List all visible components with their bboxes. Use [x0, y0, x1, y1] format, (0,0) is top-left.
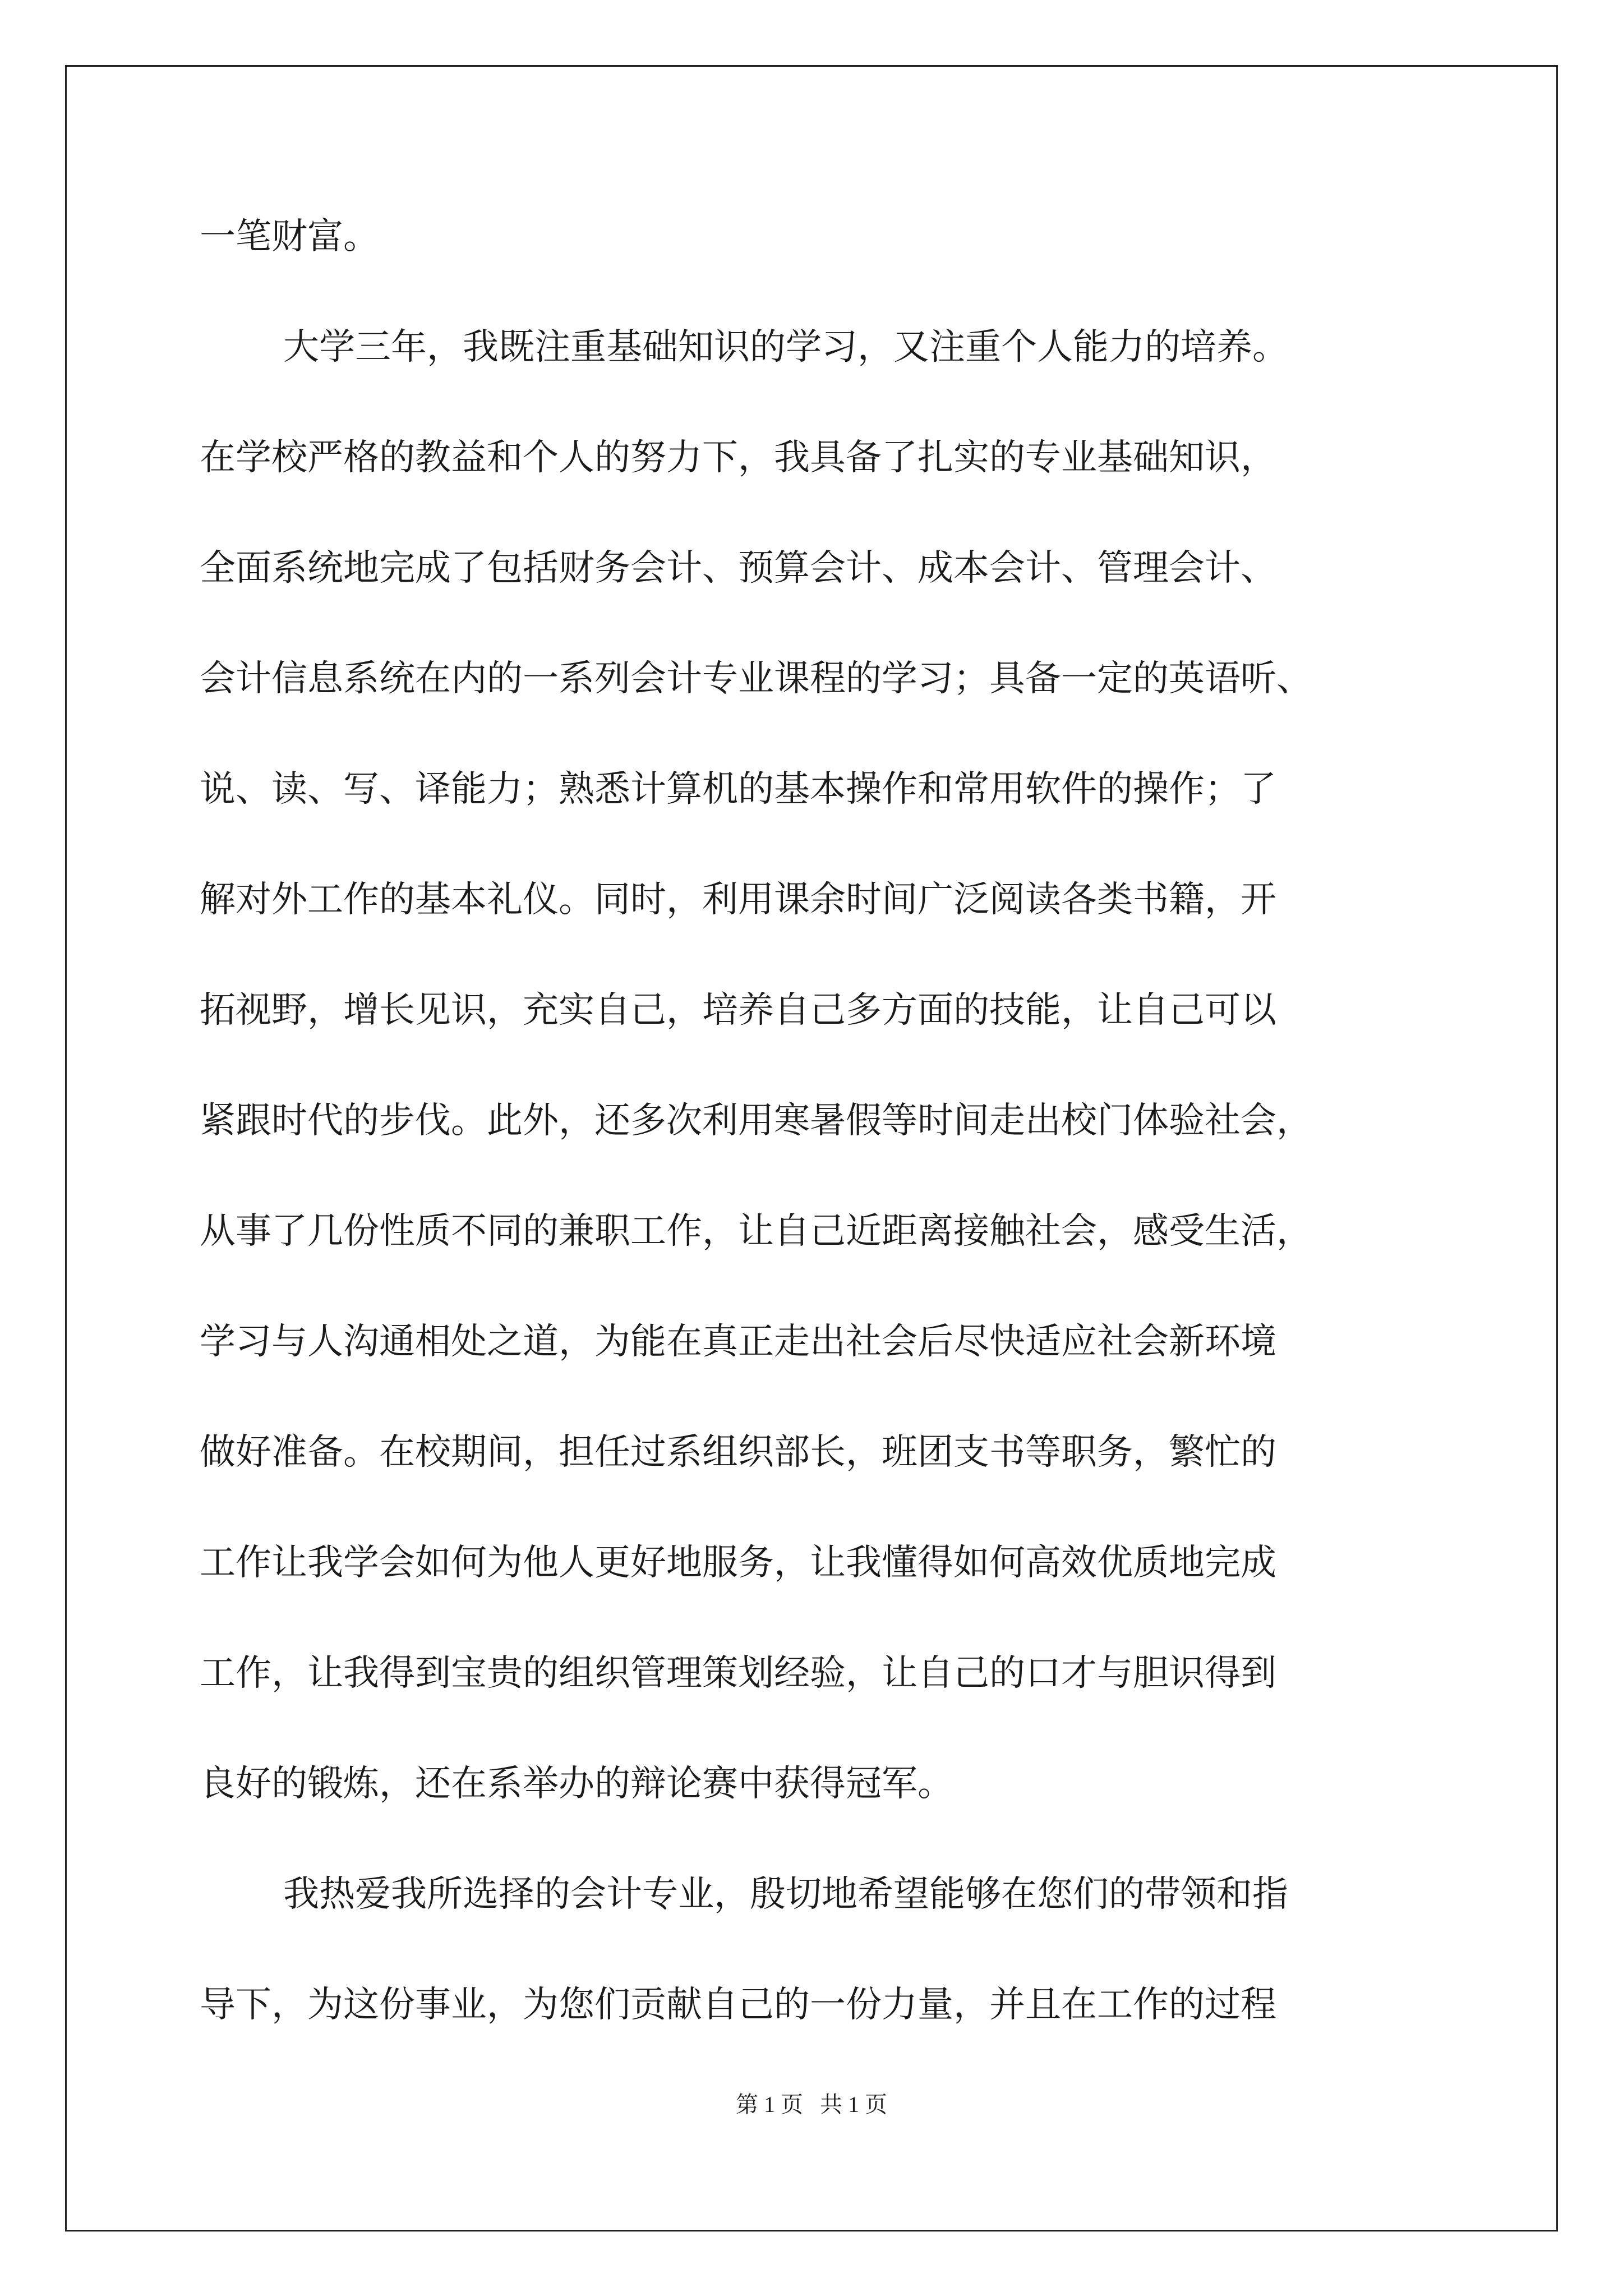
- text-line: 会计信息系统在内的一系列会计专业课程的学习；具备一定的英语听、: [200, 658, 1312, 700]
- text-line: 说、读、写、译能力；熟悉计算机的基本操作和常用软件的操作；了: [200, 769, 1276, 810]
- text-line: 导下，为这份事业，为您们贡献自己的一份力量，并且在工作的过程: [200, 1984, 1276, 2026]
- text-line: 拓视野，增长见识，充实自己，培养自己多方面的技能，让自己可以: [200, 990, 1276, 1031]
- text-line: 从事了几份性质不同的兼职工作，让自己近距离接触社会，感受生活，: [200, 1211, 1312, 1252]
- text-line: 一笔财富。: [200, 216, 379, 257]
- text-line: 做好准备。在校期间，担任过系组织部长，班团支书等职务，繁忙的: [200, 1432, 1276, 1473]
- text-line: 在学校严格的教益和个人的努力下，我具备了扎实的专业基础知识，: [200, 437, 1276, 478]
- text-line: 大学三年，我既注重基础知识的学习，又注重个人能力的培养。: [283, 326, 1288, 368]
- text-line: 紧跟时代的步伐。此外，还多次利用寒暑假等时间走出校门体验社会，: [200, 1100, 1312, 1142]
- text-line: 良好的锻炼，还在系举办的辩论赛中获得冠军。: [200, 1763, 953, 1805]
- text-line: 学习与人沟通相处之道，为能在真正走出社会后尽快适应社会新环境: [200, 1321, 1276, 1363]
- text-line: 全面系统地完成了包括财务会计、预算会计、成本会计、管理会计、: [200, 547, 1276, 589]
- text-line: 我热爱我所选择的会计专业，殷切地希望能够在您们的带领和指: [283, 1874, 1288, 1915]
- page-footer: 第 1 页 共 1 页: [736, 2092, 887, 2117]
- text-line: 解对外工作的基本礼仪。同时，利用课余时间广泛阅读各类书籍，开: [200, 879, 1276, 921]
- text-line: 工作让我学会如何为他人更好地服务，让我懂得如何高效优质地完成: [200, 1542, 1276, 1584]
- text-line: 工作，让我得到宝贵的组织管理策划经验，让自己的口才与胆识得到: [200, 1653, 1276, 1694]
- document-body: [200, 209, 1433, 2087]
